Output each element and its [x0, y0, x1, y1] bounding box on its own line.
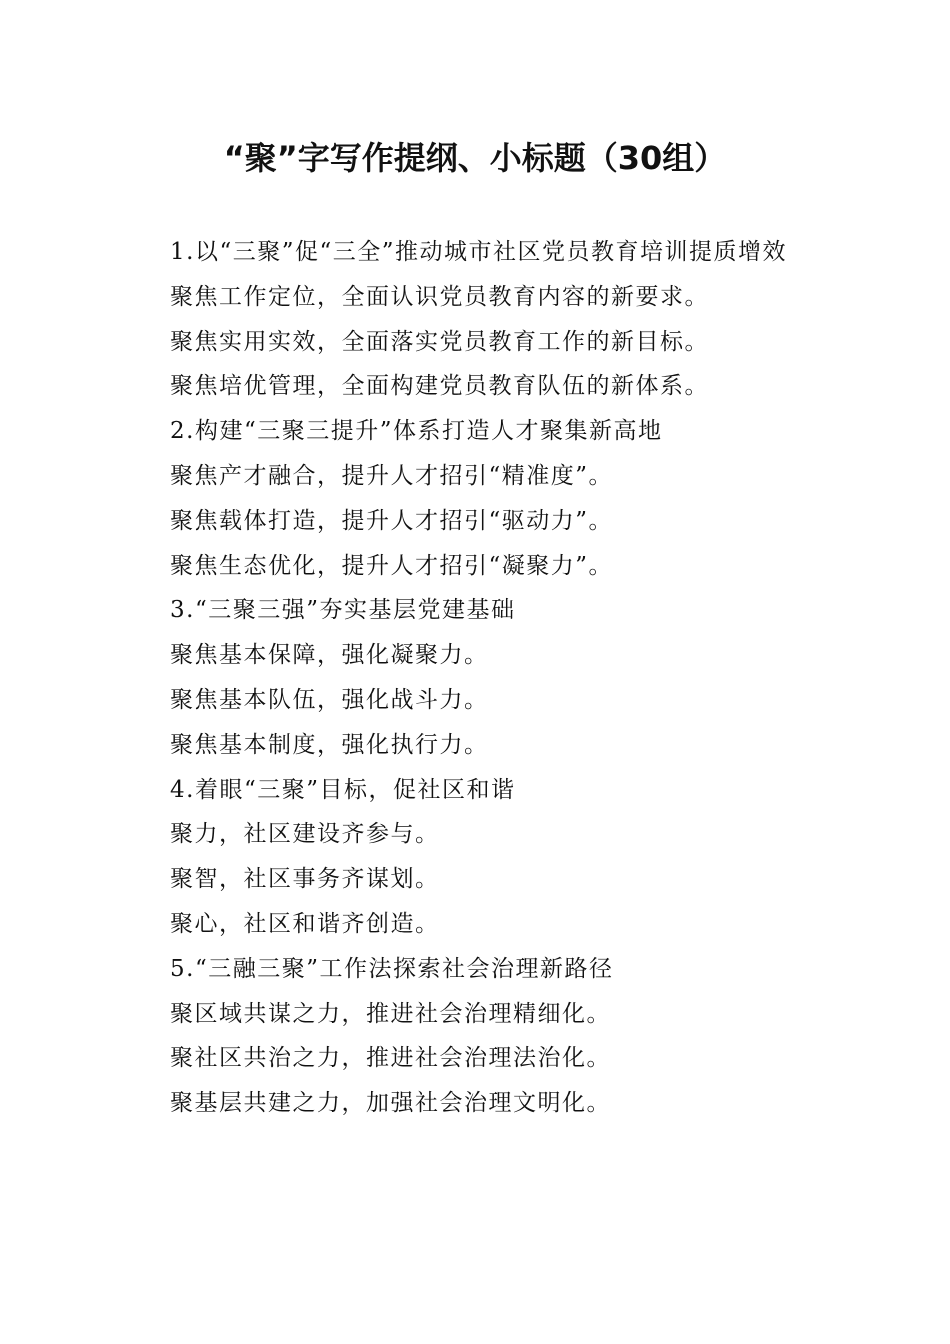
- body-line: 聚焦基本保障，强化凝聚力。: [170, 642, 489, 669]
- body-line: 聚焦培优管理，全面构建党员教育队伍的新体系。: [170, 373, 709, 400]
- body-line: 聚焦基本队伍，强化战斗力。: [170, 686, 489, 713]
- body-line: 聚力，社区建设齐参与。: [170, 821, 440, 848]
- section-heading-2: 2.构建“三聚三提升”体系打造人才聚集新高地: [170, 418, 663, 445]
- body-line: 聚焦产才融合，提升人才招引“精准度”。: [170, 462, 614, 489]
- body-line: 聚焦载体打造，提升人才招引“驱动力”。: [170, 507, 614, 534]
- body-line: 聚智，社区事务齐谋划。: [170, 866, 440, 893]
- body-line: 聚焦工作定位，全面认识党员教育内容的新要求。: [170, 283, 709, 310]
- body-line: 聚心，社区和谐齐创造。: [170, 910, 440, 937]
- section-heading-1: 1.以“三聚”促“三全”推动城市社区党员教育培训提质增效: [170, 239, 787, 265]
- body-line: 聚焦基本制度，强化执行力。: [170, 731, 489, 758]
- body-line: 聚焦实用实效，全面落实党员教育工作的新目标。: [170, 328, 709, 355]
- section-heading-4: 4.着眼“三聚”目标，促社区和谐: [170, 776, 516, 803]
- body-line: 聚基层共建之力，加强社会治理文明化。: [170, 1090, 611, 1117]
- body-line: 聚焦生态优化，提升人才招引“凝聚力”。: [170, 552, 614, 579]
- section-heading-5: 5.“三融三聚”工作法探索社会治理新路径: [170, 955, 614, 982]
- document-title: “聚”字写作提纲、小标题（30组）: [223, 139, 727, 177]
- section-heading-3: 3.“三聚三强”夯实基层党建基础: [170, 597, 516, 624]
- document-body: [118, 230, 838, 1126]
- body-line: 聚区域共谋之力，推进社会治理精细化。: [170, 1000, 611, 1027]
- body-line: 聚社区共治之力，推进社会治理法治化。: [170, 1045, 611, 1072]
